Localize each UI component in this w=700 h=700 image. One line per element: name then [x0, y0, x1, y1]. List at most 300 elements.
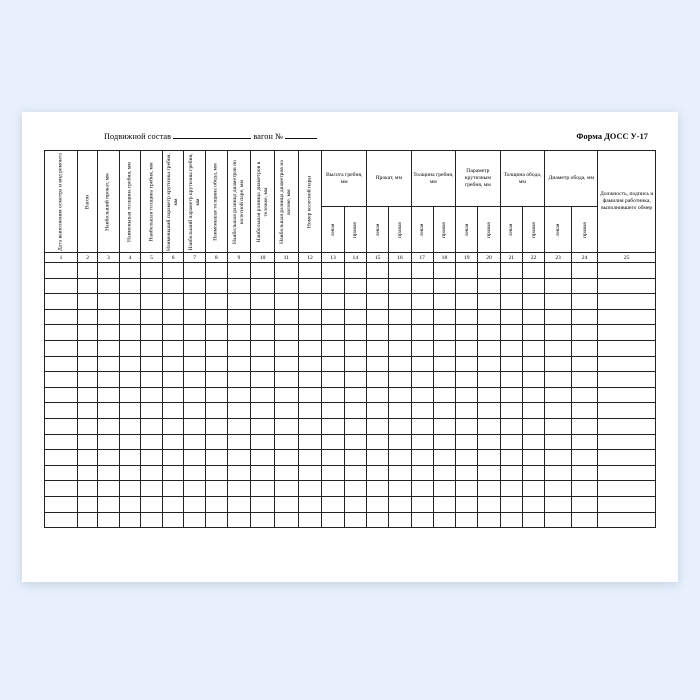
table-cell[interactable]	[184, 512, 206, 528]
table-cell[interactable]	[184, 465, 206, 481]
table-row[interactable]	[45, 340, 656, 356]
table-cell[interactable]	[433, 263, 455, 279]
table-cell[interactable]	[322, 465, 344, 481]
table-cell[interactable]	[322, 309, 344, 325]
table-cell[interactable]	[322, 434, 344, 450]
table-cell[interactable]	[478, 387, 500, 403]
table-cell[interactable]	[298, 418, 322, 434]
table-cell[interactable]	[478, 465, 500, 481]
table-cell[interactable]	[98, 387, 120, 403]
table-cell[interactable]	[141, 465, 163, 481]
table-cell[interactable]	[366, 481, 388, 497]
table-cell[interactable]	[500, 387, 522, 403]
table-cell[interactable]	[456, 465, 478, 481]
table-cell[interactable]	[78, 325, 98, 341]
table-cell[interactable]	[389, 418, 411, 434]
table-cell[interactable]	[522, 325, 544, 341]
table-cell[interactable]	[344, 512, 366, 528]
table-cell[interactable]	[522, 263, 544, 279]
table-cell[interactable]	[456, 481, 478, 497]
table-cell[interactable]	[344, 356, 366, 372]
table-cell[interactable]	[500, 465, 522, 481]
table-cell[interactable]	[119, 496, 141, 512]
table-cell[interactable]	[411, 450, 433, 466]
table-cell[interactable]	[45, 465, 78, 481]
table-cell[interactable]	[251, 372, 275, 388]
table-cell[interactable]	[344, 450, 366, 466]
table-cell[interactable]	[500, 356, 522, 372]
table-cell[interactable]	[433, 512, 455, 528]
table-cell[interactable]	[478, 372, 500, 388]
table-cell[interactable]	[251, 263, 275, 279]
table-cell[interactable]	[366, 434, 388, 450]
table-cell[interactable]	[433, 450, 455, 466]
table-cell[interactable]	[411, 309, 433, 325]
table-cell[interactable]	[522, 418, 544, 434]
table-cell[interactable]	[141, 294, 163, 310]
table-cell[interactable]	[598, 465, 656, 481]
table-cell[interactable]	[141, 325, 163, 341]
table-cell[interactable]	[298, 465, 322, 481]
table-cell[interactable]	[78, 263, 98, 279]
table-cell[interactable]	[141, 512, 163, 528]
table-cell[interactable]	[45, 450, 78, 466]
table-cell[interactable]	[162, 403, 184, 419]
table-cell[interactable]	[45, 325, 78, 341]
table-cell[interactable]	[162, 340, 184, 356]
table-cell[interactable]	[45, 263, 78, 279]
table-cell[interactable]	[251, 434, 275, 450]
table-cell[interactable]	[411, 387, 433, 403]
table-cell[interactable]	[141, 450, 163, 466]
table-cell[interactable]	[598, 512, 656, 528]
table-cell[interactable]	[227, 309, 251, 325]
table-cell[interactable]	[571, 434, 598, 450]
table-cell[interactable]	[119, 512, 141, 528]
table-cell[interactable]	[571, 294, 598, 310]
table-cell[interactable]	[251, 387, 275, 403]
table-cell[interactable]	[456, 278, 478, 294]
table-cell[interactable]	[522, 512, 544, 528]
table-cell[interactable]	[456, 387, 478, 403]
table-cell[interactable]	[298, 434, 322, 450]
table-cell[interactable]	[411, 403, 433, 419]
table-cell[interactable]	[78, 309, 98, 325]
table-cell[interactable]	[522, 372, 544, 388]
table-cell[interactable]	[411, 340, 433, 356]
table-cell[interactable]	[571, 263, 598, 279]
table-cell[interactable]	[162, 465, 184, 481]
table-cell[interactable]	[227, 263, 251, 279]
table-cell[interactable]	[500, 418, 522, 434]
table-cell[interactable]	[78, 434, 98, 450]
table-cell[interactable]	[119, 450, 141, 466]
table-cell[interactable]	[119, 403, 141, 419]
table-cell[interactable]	[433, 481, 455, 497]
table-cell[interactable]	[162, 387, 184, 403]
table-cell[interactable]	[545, 450, 572, 466]
table-cell[interactable]	[478, 496, 500, 512]
table-row[interactable]	[45, 309, 656, 325]
table-cell[interactable]	[119, 263, 141, 279]
table-cell[interactable]	[251, 512, 275, 528]
table-row[interactable]	[45, 465, 656, 481]
table-cell[interactable]	[227, 450, 251, 466]
table-cell[interactable]	[184, 309, 206, 325]
table-cell[interactable]	[98, 481, 120, 497]
table-cell[interactable]	[162, 356, 184, 372]
table-cell[interactable]	[366, 278, 388, 294]
table-cell[interactable]	[389, 465, 411, 481]
table-cell[interactable]	[344, 372, 366, 388]
table-cell[interactable]	[545, 356, 572, 372]
table-cell[interactable]	[184, 481, 206, 497]
table-cell[interactable]	[251, 418, 275, 434]
table-cell[interactable]	[500, 309, 522, 325]
table-cell[interactable]	[78, 481, 98, 497]
table-cell[interactable]	[205, 481, 227, 497]
table-cell[interactable]	[227, 403, 251, 419]
table-cell[interactable]	[545, 294, 572, 310]
table-cell[interactable]	[274, 309, 298, 325]
table-cell[interactable]	[205, 309, 227, 325]
table-cell[interactable]	[274, 387, 298, 403]
table-cell[interactable]	[45, 418, 78, 434]
table-cell[interactable]	[205, 403, 227, 419]
table-cell[interactable]	[571, 450, 598, 466]
table-cell[interactable]	[251, 403, 275, 419]
table-cell[interactable]	[98, 325, 120, 341]
table-cell[interactable]	[344, 278, 366, 294]
table-cell[interactable]	[119, 372, 141, 388]
table-cell[interactable]	[141, 434, 163, 450]
table-cell[interactable]	[78, 340, 98, 356]
table-cell[interactable]	[162, 450, 184, 466]
table-cell[interactable]	[298, 263, 322, 279]
table-cell[interactable]	[251, 356, 275, 372]
table-cell[interactable]	[500, 278, 522, 294]
table-cell[interactable]	[545, 403, 572, 419]
table-cell[interactable]	[322, 372, 344, 388]
table-cell[interactable]	[456, 403, 478, 419]
table-cell[interactable]	[184, 434, 206, 450]
table-cell[interactable]	[274, 496, 298, 512]
table-cell[interactable]	[119, 356, 141, 372]
table-cell[interactable]	[598, 325, 656, 341]
table-cell[interactable]	[411, 512, 433, 528]
table-cell[interactable]	[389, 356, 411, 372]
table-cell[interactable]	[389, 309, 411, 325]
table-cell[interactable]	[456, 434, 478, 450]
table-cell[interactable]	[389, 403, 411, 419]
table-cell[interactable]	[433, 496, 455, 512]
table-cell[interactable]	[162, 294, 184, 310]
table-cell[interactable]	[598, 263, 656, 279]
table-cell[interactable]	[366, 356, 388, 372]
table-cell[interactable]	[45, 294, 78, 310]
table-cell[interactable]	[45, 340, 78, 356]
table-cell[interactable]	[45, 309, 78, 325]
table-cell[interactable]	[45, 434, 78, 450]
table-cell[interactable]	[571, 481, 598, 497]
table-cell[interactable]	[98, 309, 120, 325]
table-cell[interactable]	[98, 465, 120, 481]
table-cell[interactable]	[45, 481, 78, 497]
table-cell[interactable]	[322, 263, 344, 279]
table-cell[interactable]	[298, 512, 322, 528]
table-cell[interactable]	[322, 278, 344, 294]
table-cell[interactable]	[478, 356, 500, 372]
table-cell[interactable]	[433, 403, 455, 419]
table-cell[interactable]	[344, 481, 366, 497]
table-cell[interactable]	[598, 356, 656, 372]
table-cell[interactable]	[456, 418, 478, 434]
table-row[interactable]	[45, 450, 656, 466]
table-row[interactable]	[45, 356, 656, 372]
table-row[interactable]	[45, 387, 656, 403]
table-cell[interactable]	[411, 263, 433, 279]
table-cell[interactable]	[205, 387, 227, 403]
table-cell[interactable]	[162, 309, 184, 325]
table-cell[interactable]	[522, 387, 544, 403]
table-cell[interactable]	[478, 418, 500, 434]
table-cell[interactable]	[366, 294, 388, 310]
table-cell[interactable]	[500, 481, 522, 497]
table-cell[interactable]	[98, 356, 120, 372]
table-cell[interactable]	[227, 387, 251, 403]
table-cell[interactable]	[478, 434, 500, 450]
table-cell[interactable]	[344, 294, 366, 310]
table-cell[interactable]	[598, 309, 656, 325]
table-cell[interactable]	[227, 465, 251, 481]
table-cell[interactable]	[184, 496, 206, 512]
table-cell[interactable]	[227, 356, 251, 372]
table-cell[interactable]	[545, 263, 572, 279]
table-cell[interactable]	[205, 325, 227, 341]
table-cell[interactable]	[184, 450, 206, 466]
table-cell[interactable]	[500, 340, 522, 356]
table-cell[interactable]	[45, 278, 78, 294]
table-cell[interactable]	[545, 465, 572, 481]
table-cell[interactable]	[98, 418, 120, 434]
table-cell[interactable]	[322, 294, 344, 310]
table-cell[interactable]	[184, 372, 206, 388]
table-cell[interactable]	[456, 512, 478, 528]
table-cell[interactable]	[251, 309, 275, 325]
table-cell[interactable]	[522, 434, 544, 450]
table-cell[interactable]	[344, 340, 366, 356]
table-cell[interactable]	[119, 278, 141, 294]
table-cell[interactable]	[227, 418, 251, 434]
table-cell[interactable]	[162, 496, 184, 512]
table-cell[interactable]	[227, 496, 251, 512]
table-cell[interactable]	[251, 481, 275, 497]
table-cell[interactable]	[141, 278, 163, 294]
table-row[interactable]	[45, 278, 656, 294]
table-cell[interactable]	[433, 340, 455, 356]
table-cell[interactable]	[500, 450, 522, 466]
table-cell[interactable]	[298, 496, 322, 512]
table-cell[interactable]	[119, 418, 141, 434]
table-row[interactable]	[45, 294, 656, 310]
table-cell[interactable]	[298, 278, 322, 294]
table-row[interactable]	[45, 325, 656, 341]
table-cell[interactable]	[478, 403, 500, 419]
table-cell[interactable]	[141, 340, 163, 356]
table-cell[interactable]	[274, 481, 298, 497]
table-cell[interactable]	[298, 481, 322, 497]
table-cell[interactable]	[184, 418, 206, 434]
table-cell[interactable]	[571, 356, 598, 372]
table-cell[interactable]	[411, 372, 433, 388]
table-cell[interactable]	[545, 496, 572, 512]
table-cell[interactable]	[251, 465, 275, 481]
table-cell[interactable]	[500, 325, 522, 341]
table-cell[interactable]	[344, 496, 366, 512]
table-cell[interactable]	[205, 294, 227, 310]
table-cell[interactable]	[571, 325, 598, 341]
table-cell[interactable]	[184, 356, 206, 372]
table-cell[interactable]	[433, 278, 455, 294]
rolling-stock-blank[interactable]	[173, 130, 251, 139]
table-cell[interactable]	[205, 263, 227, 279]
table-cell[interactable]	[522, 450, 544, 466]
table-cell[interactable]	[366, 418, 388, 434]
table-cell[interactable]	[389, 340, 411, 356]
table-cell[interactable]	[251, 278, 275, 294]
table-cell[interactable]	[98, 496, 120, 512]
table-cell[interactable]	[571, 418, 598, 434]
table-cell[interactable]	[598, 496, 656, 512]
table-cell[interactable]	[322, 450, 344, 466]
table-cell[interactable]	[227, 278, 251, 294]
table-cell[interactable]	[522, 278, 544, 294]
table-cell[interactable]	[298, 309, 322, 325]
table-cell[interactable]	[141, 481, 163, 497]
table-cell[interactable]	[598, 450, 656, 466]
table-cell[interactable]	[98, 263, 120, 279]
table-cell[interactable]	[478, 450, 500, 466]
table-cell[interactable]	[366, 496, 388, 512]
table-cell[interactable]	[433, 418, 455, 434]
table-cell[interactable]	[545, 418, 572, 434]
table-cell[interactable]	[251, 325, 275, 341]
table-cell[interactable]	[298, 340, 322, 356]
table-cell[interactable]	[205, 278, 227, 294]
table-cell[interactable]	[366, 340, 388, 356]
table-cell[interactable]	[227, 481, 251, 497]
table-cell[interactable]	[433, 309, 455, 325]
table-cell[interactable]	[366, 325, 388, 341]
table-cell[interactable]	[522, 340, 544, 356]
table-cell[interactable]	[184, 387, 206, 403]
table-cell[interactable]	[500, 512, 522, 528]
table-cell[interactable]	[366, 450, 388, 466]
table-cell[interactable]	[598, 340, 656, 356]
table-cell[interactable]	[389, 496, 411, 512]
table-cell[interactable]	[456, 263, 478, 279]
table-cell[interactable]	[456, 372, 478, 388]
table-cell[interactable]	[344, 387, 366, 403]
table-cell[interactable]	[433, 294, 455, 310]
table-cell[interactable]	[389, 294, 411, 310]
table-cell[interactable]	[162, 325, 184, 341]
table-cell[interactable]	[98, 278, 120, 294]
table-cell[interactable]	[45, 512, 78, 528]
table-cell[interactable]	[433, 465, 455, 481]
table-cell[interactable]	[78, 450, 98, 466]
table-cell[interactable]	[205, 465, 227, 481]
table-cell[interactable]	[598, 481, 656, 497]
table-cell[interactable]	[274, 465, 298, 481]
table-cell[interactable]	[162, 278, 184, 294]
table-cell[interactable]	[205, 418, 227, 434]
table-cell[interactable]	[366, 512, 388, 528]
table-cell[interactable]	[522, 496, 544, 512]
table-cell[interactable]	[411, 465, 433, 481]
table-cell[interactable]	[322, 325, 344, 341]
table-cell[interactable]	[98, 294, 120, 310]
table-cell[interactable]	[78, 512, 98, 528]
table-cell[interactable]	[227, 325, 251, 341]
table-cell[interactable]	[478, 481, 500, 497]
table-cell[interactable]	[598, 278, 656, 294]
table-cell[interactable]	[227, 512, 251, 528]
table-row[interactable]	[45, 263, 656, 279]
table-cell[interactable]	[389, 434, 411, 450]
table-cell[interactable]	[78, 465, 98, 481]
table-cell[interactable]	[598, 434, 656, 450]
table-cell[interactable]	[98, 340, 120, 356]
table-cell[interactable]	[274, 294, 298, 310]
table-cell[interactable]	[298, 325, 322, 341]
table-cell[interactable]	[456, 450, 478, 466]
table-cell[interactable]	[184, 403, 206, 419]
table-cell[interactable]	[433, 434, 455, 450]
table-cell[interactable]	[119, 481, 141, 497]
table-cell[interactable]	[500, 372, 522, 388]
table-cell[interactable]	[205, 434, 227, 450]
table-cell[interactable]	[571, 340, 598, 356]
table-cell[interactable]	[251, 496, 275, 512]
table-cell[interactable]	[411, 278, 433, 294]
table-cell[interactable]	[141, 403, 163, 419]
table-row[interactable]	[45, 481, 656, 497]
table-cell[interactable]	[456, 340, 478, 356]
table-cell[interactable]	[141, 387, 163, 403]
table-cell[interactable]	[598, 387, 656, 403]
table-cell[interactable]	[184, 263, 206, 279]
table-row[interactable]	[45, 372, 656, 388]
table-cell[interactable]	[389, 325, 411, 341]
table-cell[interactable]	[571, 309, 598, 325]
table-cell[interactable]	[274, 403, 298, 419]
table-cell[interactable]	[545, 278, 572, 294]
table-cell[interactable]	[456, 496, 478, 512]
table-cell[interactable]	[389, 512, 411, 528]
table-cell[interactable]	[478, 263, 500, 279]
table-cell[interactable]	[545, 481, 572, 497]
table-cell[interactable]	[344, 325, 366, 341]
table-cell[interactable]	[571, 496, 598, 512]
table-cell[interactable]	[411, 356, 433, 372]
table-cell[interactable]	[298, 372, 322, 388]
table-cell[interactable]	[500, 434, 522, 450]
table-cell[interactable]	[98, 434, 120, 450]
table-cell[interactable]	[227, 340, 251, 356]
table-cell[interactable]	[322, 512, 344, 528]
table-cell[interactable]	[344, 263, 366, 279]
